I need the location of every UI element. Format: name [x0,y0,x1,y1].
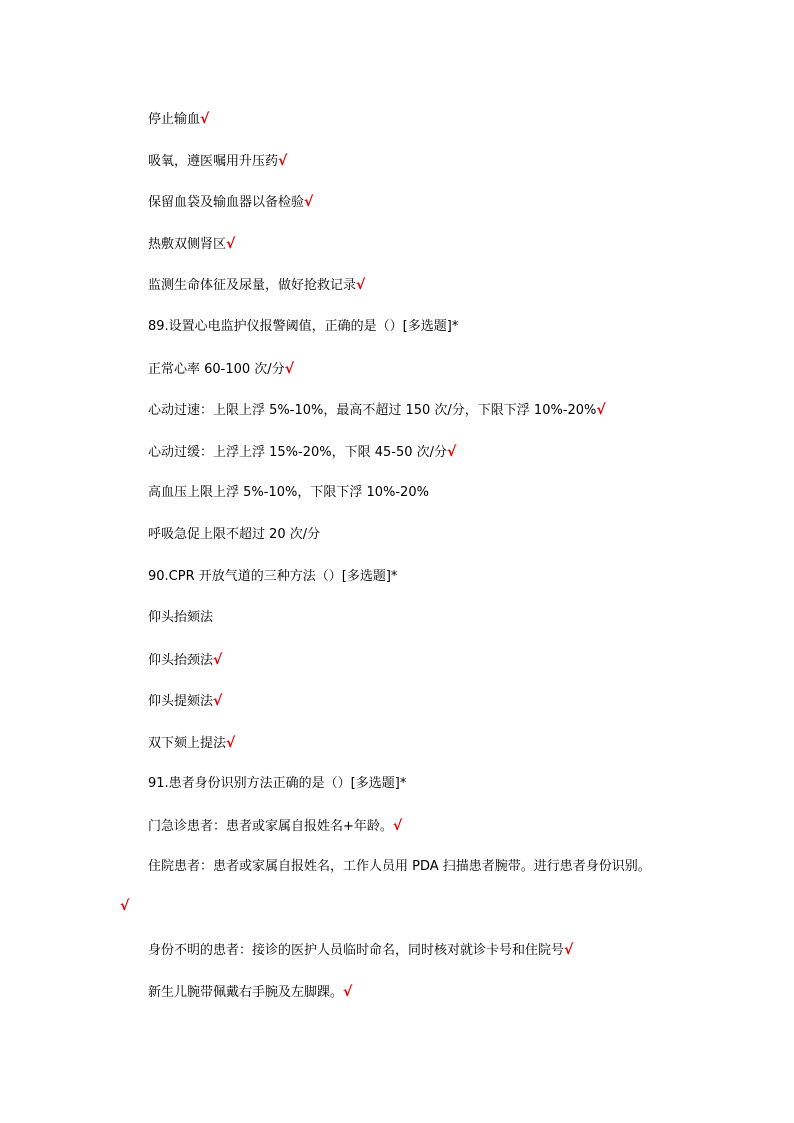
line-text: 住院患者：患者或家属自报姓名，工作人员用 PDA 扫描患者腕带。进行患者身份识别。 [148,859,651,874]
line-text: 热敷双侧肾区 [148,237,227,252]
check-mark: √ [226,735,236,751]
check-mark: √ [564,942,574,958]
line-text: 心动过速：上限上浮 5%-10%，最高不超过 150 次/分，下限下浮 10%-20% [148,403,597,418]
line-text: 正常心率 60-100 次/分 [148,362,285,377]
line-text: 新生儿腕带佩戴右手腕及左脚踝。 [148,985,344,1000]
text-line [148,484,754,502]
line-text: 89.设置心电监护仪报警阈值，正确的是（）[多选题]* [148,319,459,334]
text-line [148,568,754,586]
text-line [148,110,754,129]
line-text: 监测生命体征及尿量，做好抢救记录 [148,278,357,293]
text-line [148,193,754,212]
line-text: 门急诊患者：患者或家属自报姓名+年龄。 [148,819,393,834]
check-mark: √ [213,693,223,709]
check-mark: √ [447,444,457,460]
text-line [148,360,754,379]
line-text: 停止输血 [148,112,201,127]
line-text: 90.CPR 开放气道的三种方法（）[多选题]* [148,569,398,584]
line-text: 保留血袋及输血器以备检验 [148,195,305,210]
text-line [148,235,754,254]
text-line [148,692,754,711]
line-text: 91.患者身份识别方法正确的是（）[多选题]* [148,776,407,791]
text-line [148,443,754,462]
text-line [148,318,754,336]
text-line [148,651,754,670]
line-text: 高血压上限上浮 5%-10%，下限下浮 10%-20% [148,485,429,500]
line-text: 心动过缓：上浮上浮 15%-20%，下限 45-50 次/分 [148,445,448,460]
line-text: 仰头提颏法 [148,694,214,709]
text-line [148,817,754,836]
check-mark: √ [343,984,353,1000]
line-text: 双下颏上提法 [148,736,227,751]
text-line [148,401,754,420]
line-text: 仰头抬颏法 [148,610,214,625]
check-mark: √ [278,153,288,169]
line-text: 吸氧，遵医嘱用升压药 [148,154,279,169]
check-mark: √ [356,277,366,293]
check-mark: √ [200,111,210,127]
check-mark: √ [213,652,223,668]
line-text: 仰头抬颈法 [148,653,214,668]
text-line [148,941,754,960]
check-mark: √ [284,361,295,377]
check-mark: √ [596,402,606,418]
text-line [148,276,754,295]
text-line [148,609,754,627]
check-mark: √ [304,194,314,210]
line-text: 呼吸急促上限不超过 20 次/分 [148,527,321,542]
text-line [148,734,754,753]
standalone-check-mark: √ [120,898,130,914]
text-line [148,526,754,544]
text-line [148,858,754,876]
text-line [148,775,754,793]
text-line [148,152,754,171]
check-mark: √ [392,818,403,834]
check-mark: √ [226,236,236,252]
text-line [148,983,754,1002]
line-text: 身份不明的患者：接诊的医护人员临时命名，同时核对就诊卡号和住院号 [148,943,565,958]
